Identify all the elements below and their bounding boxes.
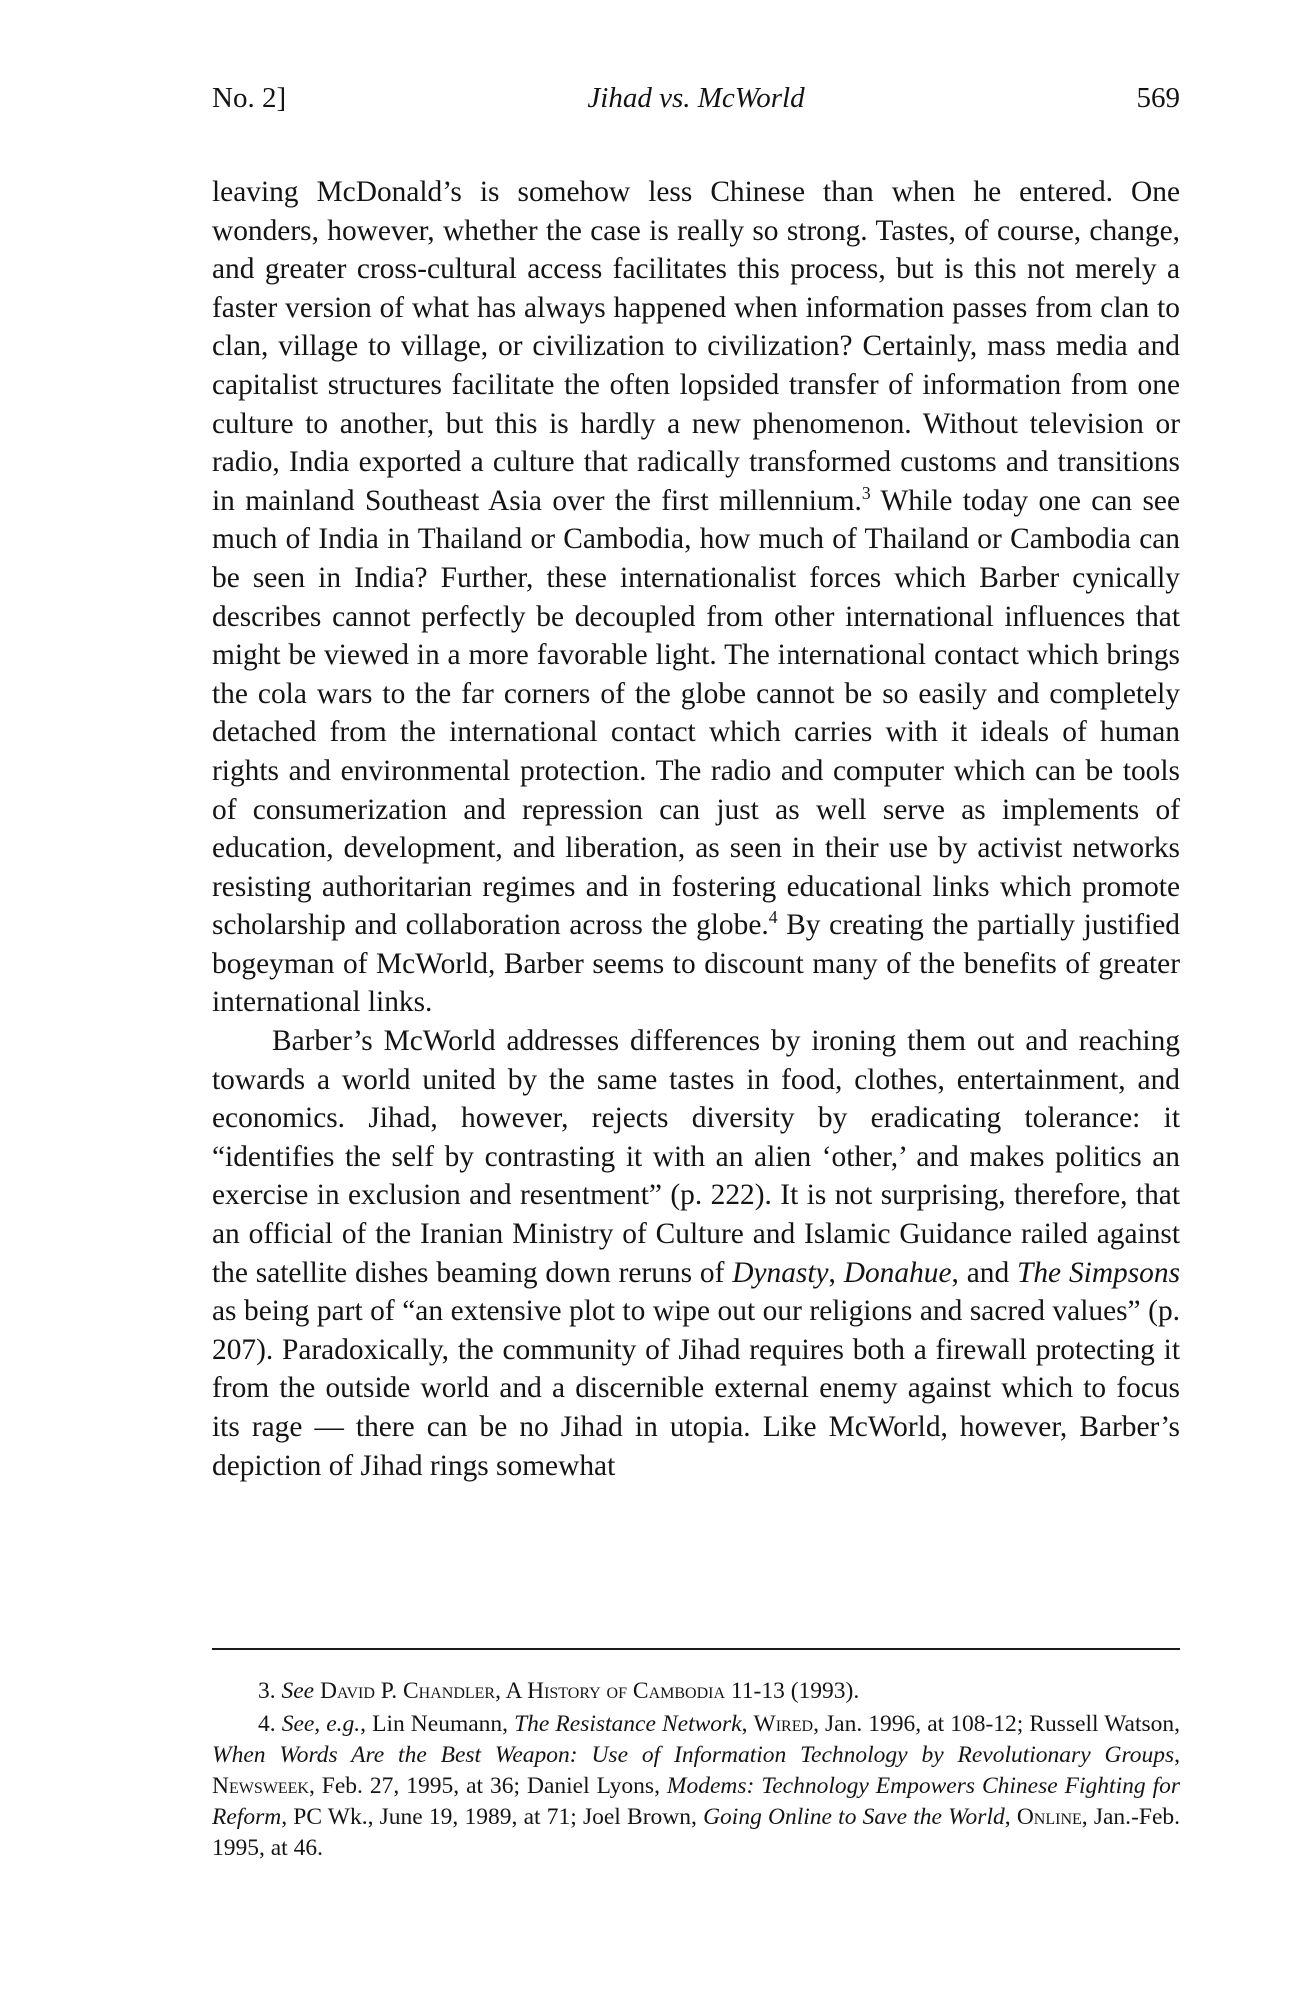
footnote-4 bbox=[212, 1709, 1180, 1864]
footnote-4-text-1: , Lin Neumann, bbox=[360, 1711, 515, 1737]
paragraph-2-separator-1: , bbox=[828, 1256, 844, 1289]
show-title-dynasty: Dynasty bbox=[732, 1256, 829, 1289]
citation-title-going-online: Going Online to Save the World bbox=[703, 1804, 1005, 1830]
paragraph-1-part-a: leaving McDonald’s is somehow less Chinese than when he entered. One wonders, however, whether the case is really so strong. Tastes, of course, change, and greater cross-cultural access facilitates this process, but is this not merely a faster version of what has always happened when information passes from clan to clan, village to village, or civilization to civilization? Certainly, mass media and capitalist structures facilitate the often lopsided transfer of information from one culture to another, but this is hardly a new phenomenon. Without television or radio, India exported a culture that radically transformed customs and transitions in mainland Southeast Asia over the first millennium. bbox=[212, 176, 1180, 517]
footnotes bbox=[212, 1676, 1180, 1864]
issue-number: No. 2] bbox=[212, 82, 287, 114]
footnote-4-text-3: , Jan. 1996, at 108-12; Russell Watson, bbox=[813, 1711, 1180, 1737]
publication-online: Online bbox=[1016, 1804, 1082, 1830]
footnote-4-text-4: , bbox=[1174, 1742, 1180, 1768]
paragraph-2-separator-2: , and bbox=[951, 1256, 1018, 1289]
paragraph-1-part-b: While today one can see much of India in Thailand or Cambodia, how much of Thailand or Cambodia can be seen in India? Further, these internationalist forces which Barber cynically describes cannot perfectly be decoupled from other international influences that might be viewed in a more favorable light. The international contact which brings the cola wars to the far corners of the globe cannot be so easily and completely detached from the international contact which carries with it ideals of human rights and environmental protection. The radio and computer which can be tools of consumerization and repression can just as well serve as implements of education, development, and liberation, as seen in their use by activist networks resisting authoritarian regimes and in fostering educational links which promote scholarship and collaboration across the globe. bbox=[212, 484, 1180, 942]
page-number: 569 bbox=[1136, 82, 1180, 114]
citation-title-when-words: When Words Are the Best Weapon: Use of Information Technology by Revolutionary Groups bbox=[212, 1742, 1175, 1768]
body-text bbox=[212, 173, 1180, 1485]
footnote-4-number: 4. bbox=[258, 1711, 282, 1737]
paragraph-2-part-b: as being part of “an extensive plot to wipe out our religions and sacred values” (p. 207). Paradoxically, the community of Jihad requires both a firewall protecting it from the outside world and a discernible external enemy against which to focus its rage — there can be no Jihad in utopia. Like McWorld, however, Barber’s depiction of Jihad rings somewhat bbox=[212, 1295, 1180, 1482]
footnote-ref-4: 4 bbox=[768, 907, 778, 928]
footnote-4-text-7: , bbox=[1004, 1804, 1017, 1830]
footnote-4-text-8: , Jan.-Feb. 1995, at 46. bbox=[212, 1804, 1181, 1861]
show-title-simpsons: The Simpsons bbox=[1017, 1256, 1181, 1289]
footnote-ref-3: 3 bbox=[861, 482, 871, 503]
citation-title-modems: Modems: Technology Empowers Chinese Fighting for Reform bbox=[212, 1773, 1180, 1830]
footnote-4-text-6: , PC Wk., June 19, 1989, at 71; Joel Brown, bbox=[281, 1804, 704, 1830]
footnote-4-text-5: , Feb. 27, 1995, at 36; Daniel Lyons, bbox=[308, 1773, 667, 1799]
paragraph-1 bbox=[212, 173, 1180, 1022]
citation-title-resistance-network: The Resistance Network bbox=[514, 1711, 742, 1737]
footnote-divider bbox=[212, 1648, 1180, 1650]
footnote-3-signal: See bbox=[281, 1678, 315, 1704]
footnote-3-citation: David P. Chandler, A History of Cambodia 11-13 (1993). bbox=[314, 1678, 860, 1704]
publication-newsweek: Newsweek bbox=[212, 1773, 309, 1799]
running-title: Jihad vs. McWorld bbox=[587, 82, 805, 114]
publication-wired: Wired bbox=[753, 1711, 814, 1737]
paragraph-2-part-a: Barber’s McWorld addresses differences by ironing them out and reaching towards a world united by the same tastes in food, clothes, entertainment, and economics. Jihad, however, rejects diversity by eradicating tolerance: it “identifies the self by contrasting it with an alien ‘other,’ and makes politics an exercise in exclusion and resentment” (p. 222). It is not surprising, therefore, that an official of the Iranian Ministry of Culture and Islamic Guidance railed against the satellite dishes beaming down reruns of bbox=[212, 1025, 1180, 1289]
show-title-donahue: Donahue bbox=[843, 1256, 952, 1289]
paragraph-2 bbox=[212, 1022, 1180, 1485]
footnote-4-text-2: , bbox=[741, 1711, 754, 1737]
running-header bbox=[212, 78, 1180, 118]
footnote-3-number: 3. bbox=[258, 1678, 282, 1704]
paragraph-1-part-c: By creating the partially justified bogeyman of McWorld, Barber seems to discount many of the benefits of greater international links. bbox=[212, 909, 1180, 1019]
footnote-4-signal: See, e.g. bbox=[281, 1711, 361, 1737]
footnote-3 bbox=[212, 1676, 1180, 1707]
